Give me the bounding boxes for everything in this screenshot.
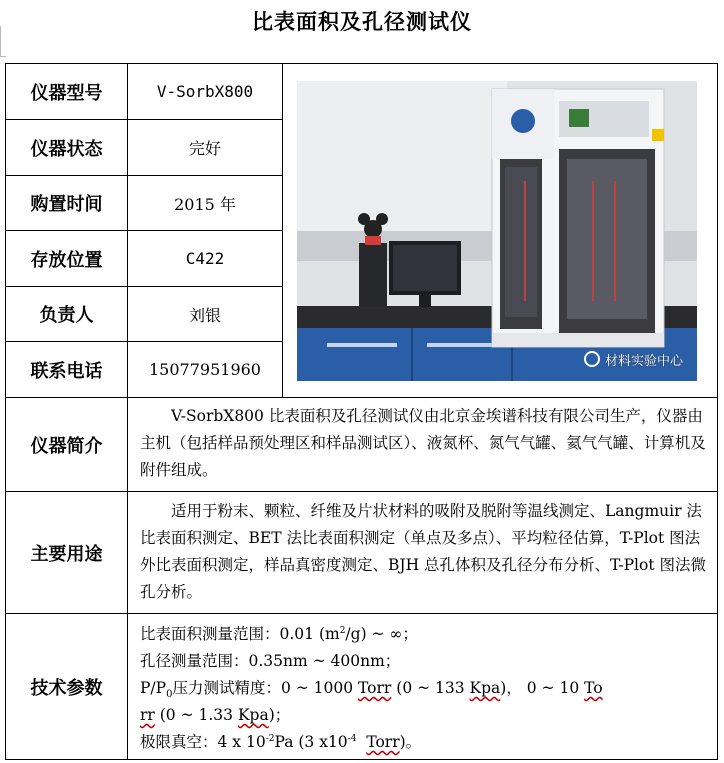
label-intro: 仪器简介	[30, 435, 103, 457]
spec-ultimate-vacuum: 极限真空：4 x $10^{-2}Pa$ (3 $x10^{-4}$ Torr)。	[140, 733, 422, 751]
instrument-photo-drawing	[297, 81, 697, 381]
value-model: V-SorbX800	[156, 82, 254, 101]
instrument-info-table	[5, 63, 718, 760]
spec-pressure-accuracy-cont: rr (0 ~ 1.33 Kpa)；	[140, 706, 291, 724]
label-location: 存放位置	[30, 249, 103, 271]
page-corner-mark	[0, 26, 6, 57]
label-usage: 主要用途	[30, 543, 103, 565]
usage-text: 适用于粉末、颗粒、纤维及片状材料的吸附及脱附等温线测定、Langmuir 法比表面积测定、BET 法比表面积测定（单点及多点）、平均粒径估算，T-Plot 图法外比表面积测定，样品真密度测定、BJH 总孔体积及孔径分布分析、T-Plot 图法微孔分析。	[140, 502, 707, 601]
label-specs: 技术参数	[30, 677, 103, 699]
label-phone: 联系电话	[30, 360, 103, 382]
photo-watermark: 材料实验中心	[605, 354, 684, 369]
intro-text: V-SorbX800 比表面积及孔径测试仪由北京金埃谱科技有限公司生产，仪器由主机（包括样品预处理区和样品测试区）、液氮杯、氮气气罐、氦气气罐、计算机及附件组成。	[140, 407, 706, 479]
label-purchase-date: 购置时间	[30, 194, 103, 215]
value-person-in-charge: 刘银	[188, 305, 221, 325]
value-status: 完好	[188, 139, 221, 158]
usage-paragraph	[140, 498, 706, 606]
specs-paragraph	[140, 621, 710, 756]
intro-paragraph	[140, 403, 706, 484]
document-title: 比表面积及孔径测试仪	[252, 9, 472, 34]
value-phone: 15077951960	[149, 360, 261, 379]
instrument-photo	[297, 81, 697, 381]
value-purchase-date: 2015 年	[174, 194, 236, 214]
spec-surface-area: 比表面积测量范围：0.01 $(m^2/g)$ ~ ∞；	[140, 625, 418, 643]
label-person-in-charge: 负责人	[39, 305, 94, 326]
label-status: 仪器状态	[30, 138, 103, 160]
value-location: C422	[185, 249, 225, 268]
label-model: 仪器型号	[30, 82, 103, 104]
spec-pressure-accuracy: $P/P_0$压力测试精度：0 ~ 1000 Torr (0 ~ 133 Kpa)， 0 ~ 10 To	[140, 679, 603, 701]
divider-value-column	[282, 64, 283, 397]
spec-pore-size: 孔径测量范围：0.35nm ~ 400nm；	[140, 652, 401, 670]
